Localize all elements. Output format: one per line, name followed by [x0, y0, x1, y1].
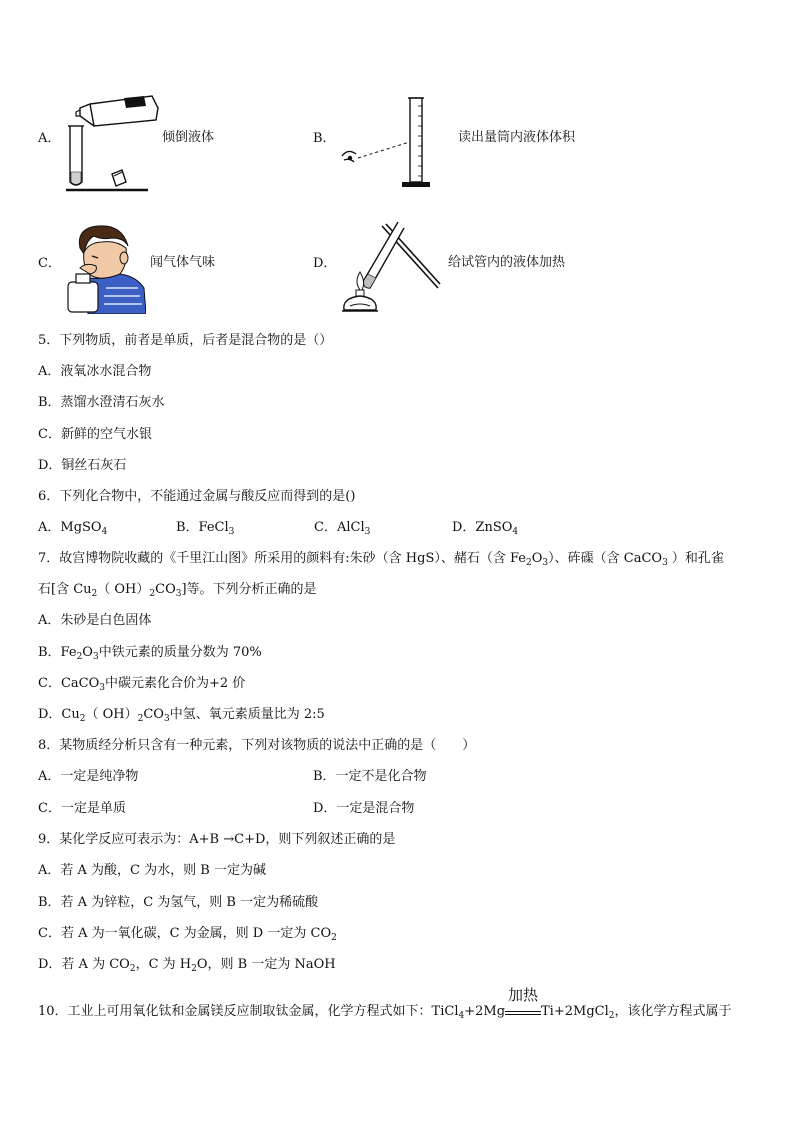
q4-option-b-label: B． [313, 131, 336, 146]
q5-stem: 5．下列物质，前者是单质，后者是混合物的是（） [38, 333, 333, 348]
q9-option-a: A．若 A 为酸，C 为水，则 B 一定为碱 [38, 863, 266, 878]
reaction-condition: 加热 [508, 986, 539, 1004]
q8-stem: 8．某物质经分析只含有一种元素，下列对该物质的说法中正确的是（ ） [38, 738, 476, 753]
heating-test-tube-figure [340, 218, 442, 314]
reaction-condition-sign [505, 986, 541, 1021]
q6-option-b: B．FeCl$_3$ [176, 520, 235, 537]
q7-option-a: A．朱砂是白色固体 [38, 613, 152, 628]
q4-option-b-caption: 读出量筒内液体体积 [458, 130, 576, 145]
q4-option-d-label: D． [313, 256, 337, 271]
q9-option-c: C．若 A 为一氧化碳，C 为金属，则 D 一定为 $CO_2$ [38, 926, 337, 943]
q5-option-b: B．蒸馏水澄清石灰水 [38, 395, 165, 410]
q4-option-d-caption: 给试管内的液体加热 [448, 255, 566, 270]
q9-option-b: B．若 A 为锌粒，C 为氢气，则 B 一定为稀硫酸 [38, 895, 319, 910]
q4-option-c-label: C． [38, 256, 61, 271]
q6-option-c: C．AlCl$_3$ [314, 520, 371, 537]
q5-option-c: C．新鲜的空气水银 [38, 427, 152, 442]
q8-option-b: B．一定不是化合物 [313, 769, 427, 784]
q7-option-d: D．$Cu_2$（ $OH)_2CO_3$中氢、氧元素质量比为 2:5 [38, 707, 325, 724]
q8-option-a: A．一定是纯净物 [38, 769, 139, 784]
smelling-gas-figure [66, 222, 146, 314]
q6-option-a: A．MgSO$_4$ [38, 520, 108, 537]
q6-stem: 6．下列化合物中，不能通过金属与酸反应而得到的是() [38, 489, 356, 504]
q9-stem: 9．某化学反应可表示为：A+B →C+D，则下列叙述正确的是 [38, 832, 396, 847]
q10-stem: 10．工业上可用氧化钛和金属镁反应制取钛金属，化学方程式如下：TiCl$_4$+2Mg 加热 Ti+2MgCl$_2$，该化学方程式属于 [38, 986, 732, 1021]
pouring-liquid-figure [66, 86, 162, 194]
q4-option-c-caption: 闻气体气味 [150, 255, 216, 270]
q8-option-d: D．一定是混合物 [313, 801, 415, 816]
q5-option-a: A．液氧冰水混合物 [38, 364, 152, 379]
q7-stem-line2: 石[含 $Cu_2$（ $OH)_2CO_3$]等。下列分析正确的是 [38, 582, 317, 599]
q9-option-d: D．若 A 为 $CO_2$，C 为 $H_2O$，则 B 一定为 NaOH [38, 957, 336, 974]
q7-stem-line1: 7．故宫博物院收藏的《千里江山图》所采用的颜料有:朱砂（含 HgS）、赭石（含 $Fe_2O_3$）、砗磲（含 CaCO$_3$ ）和孔雀 [38, 551, 724, 568]
q7-option-b: B．$Fe_2O_3$中铁元素的质量分数为 70% [38, 645, 262, 662]
q4-option-a-label: A． [38, 131, 61, 146]
q8-option-c: C．一定是单质 [38, 801, 126, 816]
q4-option-a-caption: 倾倒液体 [162, 130, 215, 145]
q6-option-d: D．ZnSO$_4$ [452, 520, 519, 537]
q7-option-c: C．CaCO$_3$中碳元素化合价为+2 价 [38, 676, 246, 693]
q5-option-d: D．铜丝石灰石 [38, 458, 127, 473]
graduated-cylinder-figure [338, 94, 438, 194]
